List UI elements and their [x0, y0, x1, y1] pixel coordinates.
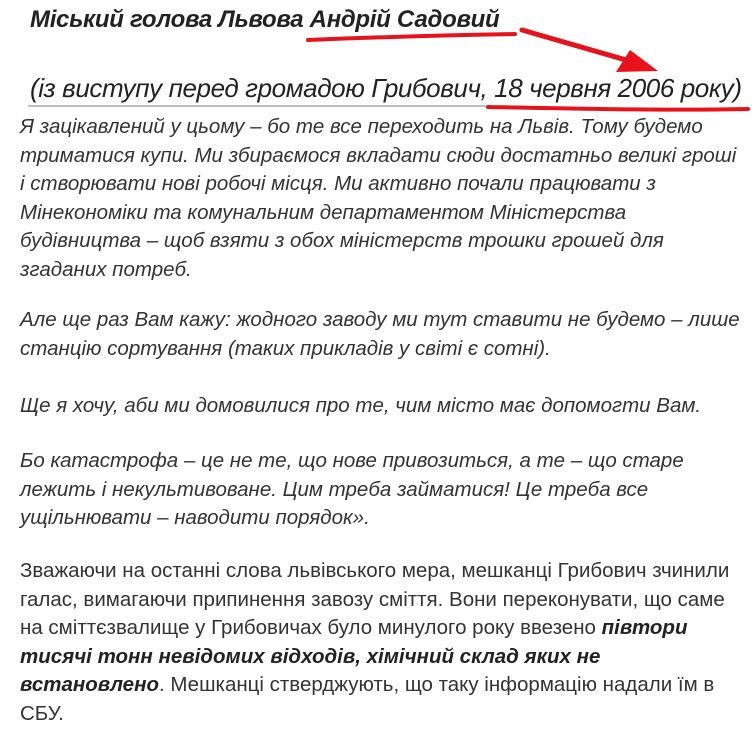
name-underline [308, 34, 515, 40]
arrow-shaft [522, 30, 640, 64]
quote-paragraph-4: Бо катастрофа – це не те, що нове привозиться, а те – що старе лежить і некультивоване. Цим треба займатися! Це треба все ущільнювати – наводити порядок». [20, 449, 684, 529]
closing-text-before: Зважаючи на останні слова львівського мера, мешканці Грибович зчинили галас, вимагаючи припинення завозу сміття. Вони переконувати, що саме на сміттєзвалище у Грибовичах було минулого року ввезено [20, 559, 730, 639]
speaker-name: Андрій Садовий [309, 6, 500, 33]
quote-paragraph-1: Я зацікавлений у цьому – бо те все переходить на Львів. Тому будемо триматися купи. Ми збираємося вкладати сюди достатньо великі гроші і створювати нові робочі місця. Ми активно почали працювати з Мінекономіки та комунальним департаментом Міністерства будівництва – щоб взяти з обох міністерств трошки грошей для згаданих потреб. [20, 115, 737, 281]
speaker-heading [30, 6, 499, 34]
heading-prefix: Міський голова Львова [30, 6, 310, 33]
speech-date: 18 червня 2006 року) [494, 73, 742, 103]
date-underline [488, 107, 748, 110]
speech-source [30, 73, 742, 104]
speech-source-prefix: (із виступу перед громадою Грибович, [30, 73, 495, 103]
arrow-head [616, 50, 658, 72]
quote-paragraph-2: Але ще раз Вам кажу: жодного заводу ми тут ставити не будемо – лише станцію сортування (таких прикладів у світі є сотні). [20, 308, 740, 360]
closing-text-after: . Мешканці стверджують, що таку інформацію надали їм в СБУ. [20, 673, 715, 725]
quote-paragraph-3: Ще я хочу, аби ми домовилися про те, чим місто має допомогти Вам. [20, 394, 702, 417]
closing-paragraph [20, 557, 740, 728]
closing-bold-text: півтори тисячі тонн невідомих відходів, хімічний склад яких не встановлено [20, 616, 688, 696]
